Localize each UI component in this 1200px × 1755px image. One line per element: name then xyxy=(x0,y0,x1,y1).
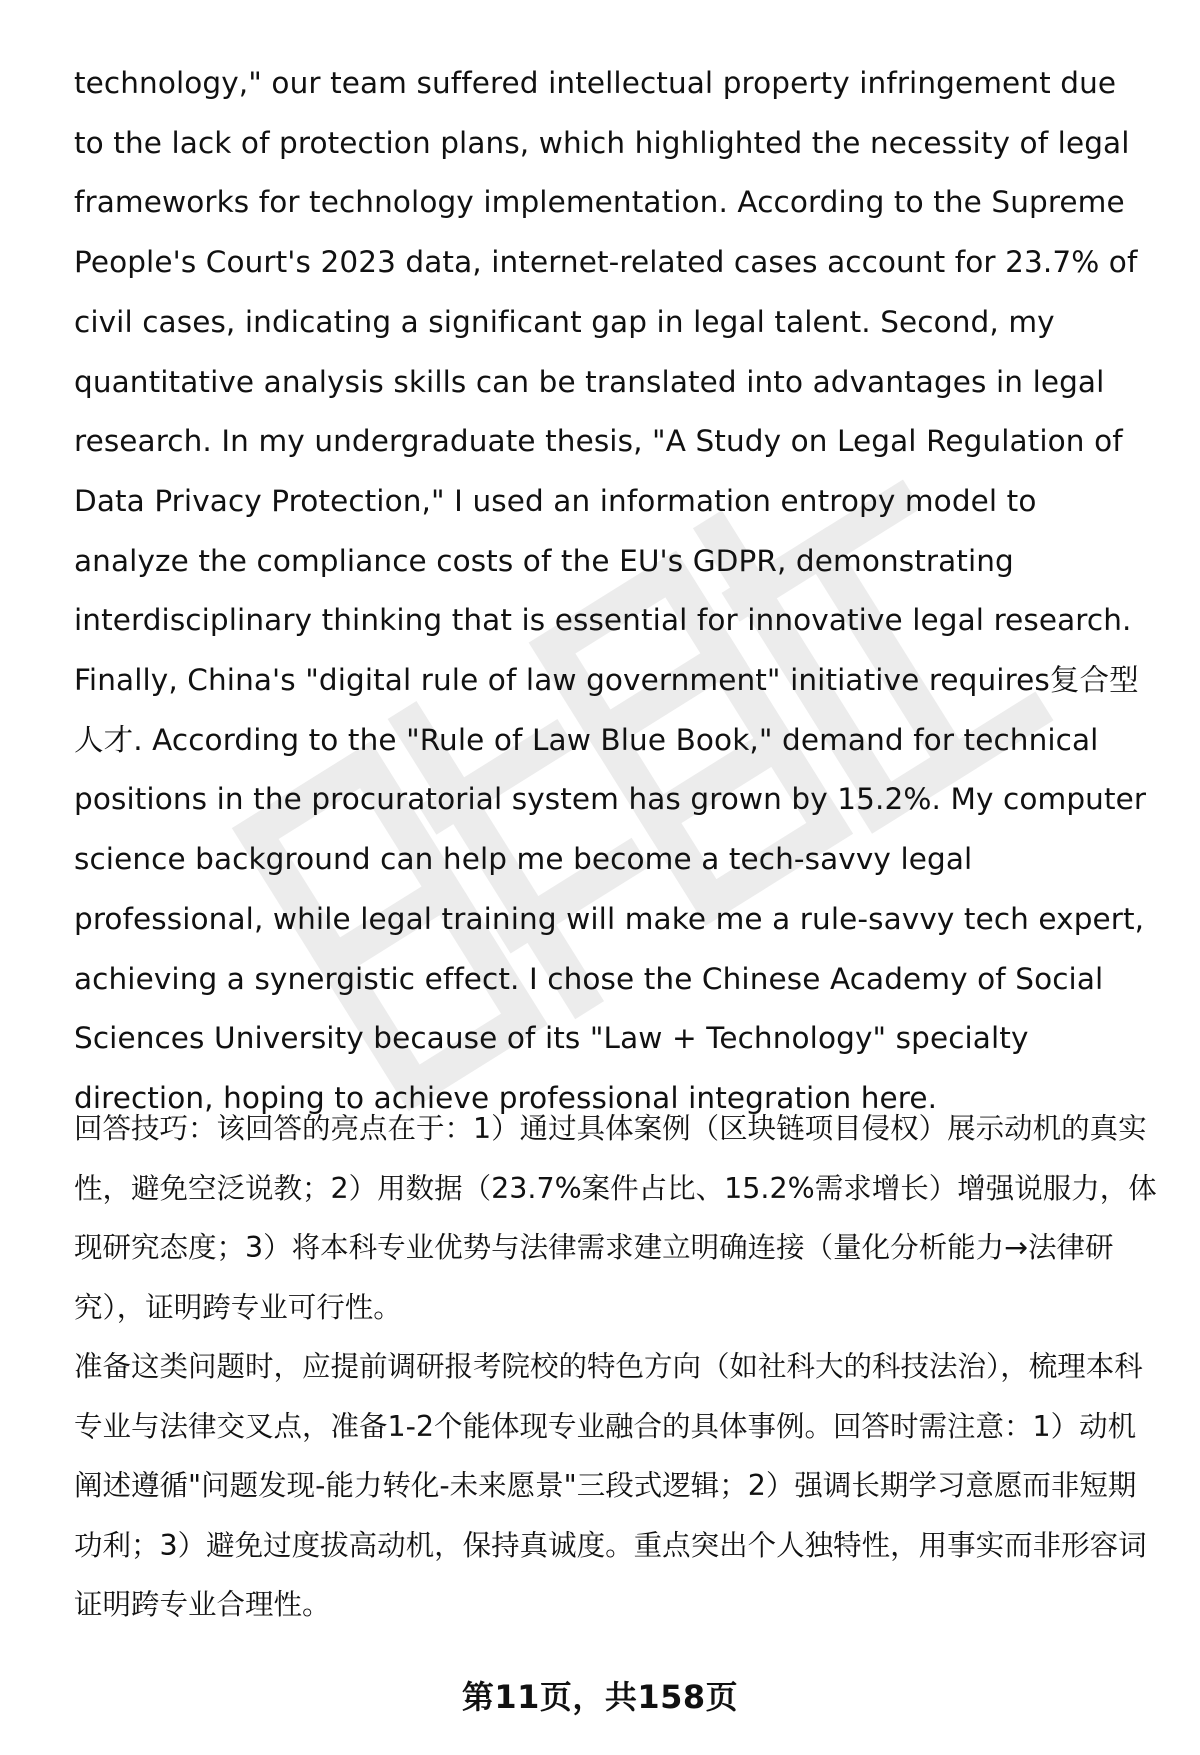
tips-section xyxy=(74,1099,1160,1635)
tips-text: 该回答的亮点在于：1）通过具体案例（区块链项目侵权）展示动机的真实性，避免空泛说教；2）用数据（23.7%案件占比、15.2%需求增长）增强说服力，体现研究态度；3）将本科专业优势与法律需求建立明确连接（量化分析能力→法律研究），证明跨专业可行性。 xyxy=(74,1112,1157,1324)
page-indicator: 第11页，共158页 xyxy=(461,1678,739,1716)
prep-paragraph: 准备这类问题时，应提前调研报考院校的特色方向（如社科大的科技法治），梳理本科专业与法律交叉点，准备1-2个能体现专业融合的具体事例。回答时需注意：1）动机阐述遵循"问题发现-能力转化-未来愿景"三段式逻辑；2）强调长期学习意愿而非短期功利；3）避免过度拔高动机，保持真诚度。重点突出个人独特性，用事实而非形容词证明跨专业合理性。 xyxy=(74,1350,1147,1621)
tips-label: 回答技巧： xyxy=(74,1112,217,1145)
tips-paragraph xyxy=(74,1099,1160,1337)
answer-paragraph: technology," our team suffered intellectual property infringement due to the lack of protection plans, which highlighted the necessity of legal frameworks for technology implementation. According to the Supreme People's Court's 2023 data, internet-related cases account for 23.7% of civil cases, indicating a significant gap in legal talent. Second, my quantitative analysis skills can be translated into advantages in legal research. In my undergraduate thesis, "A Study on Legal Regulation of Data Privacy Protection," I used an information entropy model to analyze the compliance costs of the EU's GDPR, demonstrating interdisciplinary thinking that is essential for innovative legal research. Finally, China's "digital rule of law government" initiative requires复合型人才. According to the "Rule of Law Blue Book," demand for technical positions in the procuratorial system has grown by 15.2%. My computer science background can help me become a tech-savvy legal professional, while legal training will make me a rule-savvy tech expert, achieving a synergistic effect. I chose the Chinese Academy of Social Sciences University because of its "Law + Technology" specialty direction, hoping to achieve professional integration here. xyxy=(74,66,1147,1115)
